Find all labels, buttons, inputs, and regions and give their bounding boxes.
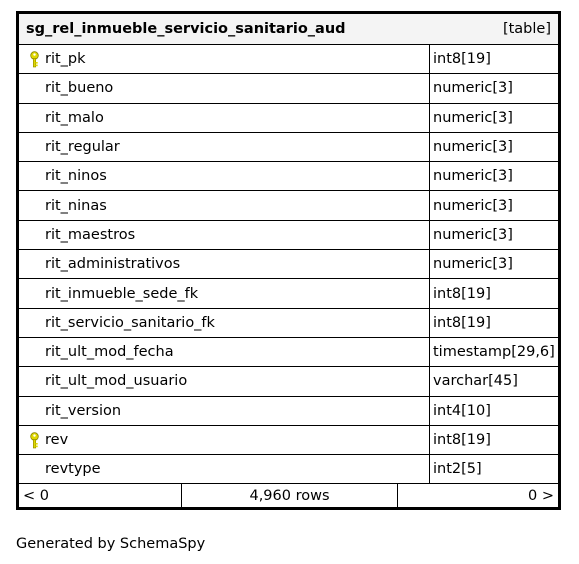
- column-name-cell: [19, 191, 430, 219]
- column-name-cell: [19, 221, 430, 249]
- column-row[interactable]: [19, 279, 558, 308]
- column-name-cell: [19, 279, 430, 307]
- column-name: rit_inmueble_sede_fk: [45, 285, 199, 302]
- column-row[interactable]: [19, 221, 558, 250]
- table-box: [16, 11, 561, 510]
- column-type: numeric[3]: [433, 80, 513, 97]
- column-type: numeric[3]: [433, 226, 513, 243]
- column-type: int2[5]: [433, 461, 482, 478]
- column-type: numeric[3]: [433, 109, 513, 126]
- column-row[interactable]: [19, 191, 558, 220]
- column-name: rit_ult_mod_fecha: [45, 344, 174, 361]
- column-name: rit_malo: [45, 109, 104, 126]
- column-name-cell: [19, 104, 430, 132]
- column-name-cell: [19, 455, 430, 483]
- column-row[interactable]: [19, 309, 558, 338]
- column-row[interactable]: [19, 45, 558, 74]
- column-name: rit_administrativos: [45, 256, 181, 273]
- column-row[interactable]: [19, 74, 558, 103]
- column-name-cell: [19, 162, 430, 190]
- key-icon: [23, 51, 45, 68]
- column-type: int8[19]: [433, 285, 491, 302]
- column-name-cell: [19, 426, 430, 454]
- column-type: timestamp[29,6]: [433, 344, 555, 361]
- column-name: revtype: [45, 461, 101, 478]
- column-type: int8[19]: [433, 314, 491, 331]
- column-name: rit_ninos: [45, 168, 107, 185]
- next-relations[interactable]: 0 >: [528, 487, 554, 504]
- table-name[interactable]: sg_rel_inmueble_servicio_sanitario_aud: [26, 21, 346, 37]
- column-name-cell: [19, 367, 430, 395]
- column-row[interactable]: [19, 426, 558, 455]
- column-name: rit_version: [45, 402, 122, 419]
- column-name: rit_ult_mod_usuario: [45, 373, 188, 390]
- column-type: varchar[45]: [433, 373, 518, 390]
- column-type: numeric[3]: [433, 139, 513, 156]
- column-name-cell: [19, 397, 430, 425]
- column-name: rit_bueno: [45, 80, 114, 97]
- key-icon: [23, 432, 45, 449]
- column-name: rit_servicio_sanitario_fk: [45, 314, 215, 331]
- column-name-cell: [19, 133, 430, 161]
- column-type: int4[10]: [433, 402, 491, 419]
- column-type: numeric[3]: [433, 256, 513, 273]
- generated-by: Generated by SchemaSpy: [16, 536, 206, 552]
- column-name: rit_maestros: [45, 226, 136, 243]
- column-row[interactable]: [19, 133, 558, 162]
- column-row[interactable]: [19, 367, 558, 396]
- table-header: [19, 14, 558, 45]
- column-name: rit_pk: [45, 51, 86, 68]
- table-footer: [19, 484, 558, 507]
- column-name-cell: [19, 338, 430, 366]
- column-name-cell: [19, 74, 430, 102]
- column-type: int8[19]: [433, 432, 491, 448]
- column-type: numeric[3]: [433, 197, 513, 214]
- column-row[interactable]: [19, 455, 558, 484]
- column-row[interactable]: [19, 338, 558, 367]
- column-name: rev: [45, 432, 69, 448]
- column-list: [19, 45, 558, 484]
- column-row[interactable]: [19, 397, 558, 426]
- row-count: 4,960 rows: [182, 484, 398, 507]
- column-row[interactable]: [19, 162, 558, 191]
- column-name-cell: [19, 250, 430, 278]
- column-name-cell: [19, 309, 430, 337]
- column-row[interactable]: [19, 104, 558, 133]
- column-name: rit_regular: [45, 139, 120, 156]
- table-kind: [table]: [502, 21, 551, 37]
- column-type: numeric[3]: [433, 168, 513, 185]
- column-name-cell: [19, 45, 430, 73]
- column-row[interactable]: [19, 250, 558, 279]
- prev-relations[interactable]: < 0: [19, 484, 182, 507]
- column-type: int8[19]: [433, 51, 491, 68]
- column-name: rit_ninas: [45, 197, 107, 214]
